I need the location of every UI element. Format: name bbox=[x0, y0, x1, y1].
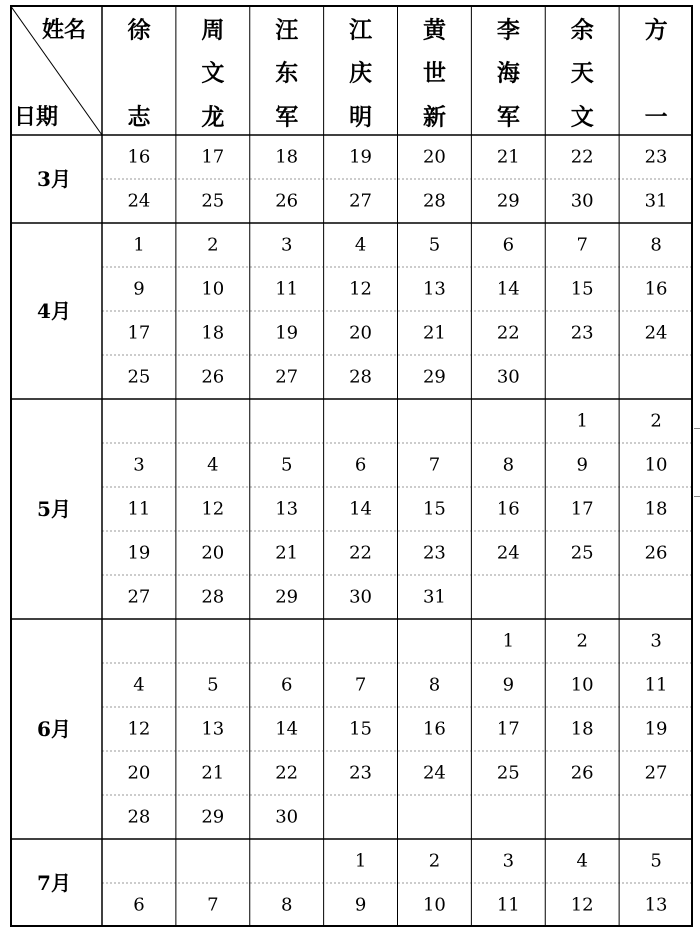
day-cell: 13 bbox=[644, 894, 668, 916]
day-cell: 23 bbox=[422, 542, 446, 564]
day-cell: 16 bbox=[644, 278, 668, 300]
month-label: 7月 bbox=[37, 871, 71, 895]
day-cell: 19 bbox=[349, 146, 373, 168]
name-char: 军 bbox=[275, 103, 299, 131]
day-cell: 21 bbox=[496, 146, 520, 168]
day-cell: 16 bbox=[127, 146, 151, 168]
day-cell: 18 bbox=[644, 498, 668, 520]
day-cell: 22 bbox=[275, 762, 299, 784]
day-cell: 10 bbox=[644, 454, 668, 476]
day-cell: 7 bbox=[428, 454, 441, 476]
day-cell: 25 bbox=[570, 542, 594, 564]
day-cell: 18 bbox=[201, 322, 225, 344]
day-cell: 21 bbox=[275, 542, 299, 564]
corner-label-date: 日期 bbox=[13, 104, 59, 130]
day-cell: 28 bbox=[422, 190, 446, 212]
day-cell: 15 bbox=[422, 498, 446, 520]
day-cell: 10 bbox=[570, 674, 594, 696]
day-cell: 4 bbox=[354, 234, 367, 256]
name-char: 李 bbox=[496, 16, 520, 44]
duty-roster-table bbox=[10, 5, 693, 932]
day-cell: 4 bbox=[133, 674, 145, 696]
day-cell: 23 bbox=[644, 146, 668, 168]
day-cell: 20 bbox=[422, 146, 446, 168]
day-cell: 27 bbox=[349, 190, 373, 212]
day-cell: 10 bbox=[201, 278, 225, 300]
page-edge-mark bbox=[694, 428, 700, 429]
day-cell: 1 bbox=[133, 234, 145, 256]
day-cell: 27 bbox=[127, 586, 151, 608]
day-cell: 11 bbox=[275, 278, 299, 300]
day-cell: 3 bbox=[650, 630, 662, 652]
day-cell: 13 bbox=[422, 278, 446, 300]
name-char: 东 bbox=[275, 59, 299, 87]
name-char: 江 bbox=[349, 16, 373, 44]
day-cell: 25 bbox=[201, 190, 225, 212]
day-cell: 17 bbox=[127, 322, 151, 344]
day-cell: 25 bbox=[127, 366, 151, 388]
day-cell: 12 bbox=[570, 894, 594, 916]
day-cell: 15 bbox=[349, 718, 373, 740]
day-cell: 12 bbox=[349, 278, 373, 300]
day-cell: 26 bbox=[644, 542, 668, 564]
name-char: 明 bbox=[349, 103, 373, 131]
day-cell: 11 bbox=[496, 894, 520, 916]
day-cell: 11 bbox=[127, 498, 151, 520]
day-cell: 29 bbox=[201, 806, 225, 828]
day-cell: 1 bbox=[354, 850, 367, 872]
day-cell: 5 bbox=[207, 674, 219, 696]
day-cell: 5 bbox=[650, 850, 662, 872]
day-cell: 7 bbox=[354, 674, 367, 696]
day-cell: 6 bbox=[502, 234, 515, 256]
day-cell: 30 bbox=[570, 190, 594, 212]
day-cell: 26 bbox=[275, 190, 299, 212]
corner-label-name: 姓名 bbox=[41, 17, 87, 43]
day-cell: 19 bbox=[127, 542, 151, 564]
name-char: 庆 bbox=[349, 59, 373, 87]
name-char: 志 bbox=[127, 103, 151, 131]
day-cell: 14 bbox=[349, 498, 373, 520]
day-cell: 22 bbox=[496, 322, 520, 344]
day-cell: 27 bbox=[275, 366, 299, 388]
day-cell: 12 bbox=[201, 498, 225, 520]
day-cell: 16 bbox=[496, 498, 520, 520]
day-cell: 20 bbox=[127, 762, 151, 784]
day-cell: 11 bbox=[644, 674, 668, 696]
table-frame bbox=[11, 6, 692, 926]
day-cell: 30 bbox=[275, 806, 299, 828]
day-cell: 2 bbox=[650, 410, 662, 432]
day-cell: 9 bbox=[133, 278, 145, 300]
day-cell: 30 bbox=[496, 366, 520, 388]
day-cell: 24 bbox=[496, 542, 520, 564]
name-char: 文 bbox=[201, 59, 225, 87]
name-char: 周 bbox=[201, 16, 225, 44]
name-char: 海 bbox=[496, 59, 520, 87]
day-cell: 21 bbox=[201, 762, 225, 784]
day-cell: 6 bbox=[354, 454, 367, 476]
name-char: 余 bbox=[570, 16, 594, 44]
day-cell: 14 bbox=[496, 278, 520, 300]
roster-grid bbox=[10, 5, 693, 932]
name-char: 天 bbox=[570, 59, 594, 87]
day-cell: 4 bbox=[576, 850, 588, 872]
day-cell: 26 bbox=[570, 762, 594, 784]
day-cell: 3 bbox=[280, 234, 293, 256]
name-char: 汪 bbox=[275, 16, 299, 44]
day-cell: 17 bbox=[496, 718, 520, 740]
day-cell: 28 bbox=[349, 366, 373, 388]
day-cell: 9 bbox=[502, 674, 515, 696]
day-cell: 24 bbox=[644, 322, 668, 344]
day-cell: 2 bbox=[576, 630, 588, 652]
name-char: 一 bbox=[644, 103, 668, 131]
day-cell: 29 bbox=[275, 586, 299, 608]
name-char: 徐 bbox=[127, 16, 151, 44]
day-cell: 27 bbox=[644, 762, 668, 784]
page-edge-mark bbox=[694, 496, 700, 497]
day-cell: 3 bbox=[502, 850, 515, 872]
day-cell: 23 bbox=[349, 762, 373, 784]
day-cell: 8 bbox=[428, 674, 441, 696]
day-cell: 7 bbox=[207, 894, 219, 916]
day-cell: 19 bbox=[644, 718, 668, 740]
day-cell: 22 bbox=[570, 146, 594, 168]
day-cell: 1 bbox=[576, 410, 588, 432]
month-label: 5月 bbox=[37, 497, 71, 521]
day-cell: 8 bbox=[650, 234, 662, 256]
day-cell: 4 bbox=[207, 454, 219, 476]
name-char: 文 bbox=[570, 103, 594, 131]
day-cell: 8 bbox=[280, 894, 293, 916]
day-cell: 25 bbox=[496, 762, 520, 784]
day-cell: 17 bbox=[201, 146, 225, 168]
name-char: 方 bbox=[644, 16, 668, 44]
day-cell: 14 bbox=[275, 718, 299, 740]
day-cell: 19 bbox=[275, 322, 299, 344]
day-cell: 6 bbox=[133, 894, 145, 916]
day-cell: 2 bbox=[207, 234, 219, 256]
name-char: 龙 bbox=[201, 103, 225, 131]
day-cell: 23 bbox=[570, 322, 594, 344]
day-cell: 8 bbox=[502, 454, 515, 476]
day-cell: 3 bbox=[133, 454, 145, 476]
day-cell: 10 bbox=[422, 894, 446, 916]
day-cell: 31 bbox=[422, 586, 446, 608]
day-cell: 2 bbox=[428, 850, 441, 872]
day-cell: 24 bbox=[422, 762, 446, 784]
day-cell: 17 bbox=[570, 498, 594, 520]
day-cell: 16 bbox=[422, 718, 446, 740]
day-cell: 20 bbox=[201, 542, 225, 564]
day-cell: 24 bbox=[127, 190, 151, 212]
day-cell: 26 bbox=[201, 366, 225, 388]
day-cell: 9 bbox=[354, 894, 367, 916]
name-char: 新 bbox=[422, 103, 446, 131]
name-char: 军 bbox=[496, 103, 520, 131]
day-cell: 18 bbox=[570, 718, 594, 740]
day-cell: 13 bbox=[201, 718, 225, 740]
day-cell: 28 bbox=[201, 586, 225, 608]
day-cell: 12 bbox=[127, 718, 151, 740]
day-cell: 13 bbox=[275, 498, 299, 520]
day-cell: 15 bbox=[570, 278, 594, 300]
day-cell: 28 bbox=[127, 806, 151, 828]
day-cell: 29 bbox=[496, 190, 520, 212]
day-cell: 21 bbox=[422, 322, 446, 344]
day-cell: 5 bbox=[280, 454, 293, 476]
name-char: 黄 bbox=[422, 16, 446, 44]
day-cell: 31 bbox=[644, 190, 668, 212]
name-char: 世 bbox=[422, 59, 446, 87]
day-cell: 9 bbox=[576, 454, 588, 476]
day-cell: 1 bbox=[502, 630, 515, 652]
day-cell: 22 bbox=[349, 542, 373, 564]
month-label: 6月 bbox=[37, 717, 71, 741]
day-cell: 20 bbox=[349, 322, 373, 344]
month-label: 4月 bbox=[37, 299, 71, 323]
day-cell: 6 bbox=[280, 674, 293, 696]
day-cell: 30 bbox=[349, 586, 373, 608]
day-cell: 7 bbox=[576, 234, 588, 256]
day-cell: 5 bbox=[428, 234, 441, 256]
day-cell: 29 bbox=[422, 366, 446, 388]
day-cell: 18 bbox=[275, 146, 299, 168]
month-label: 3月 bbox=[37, 167, 71, 191]
